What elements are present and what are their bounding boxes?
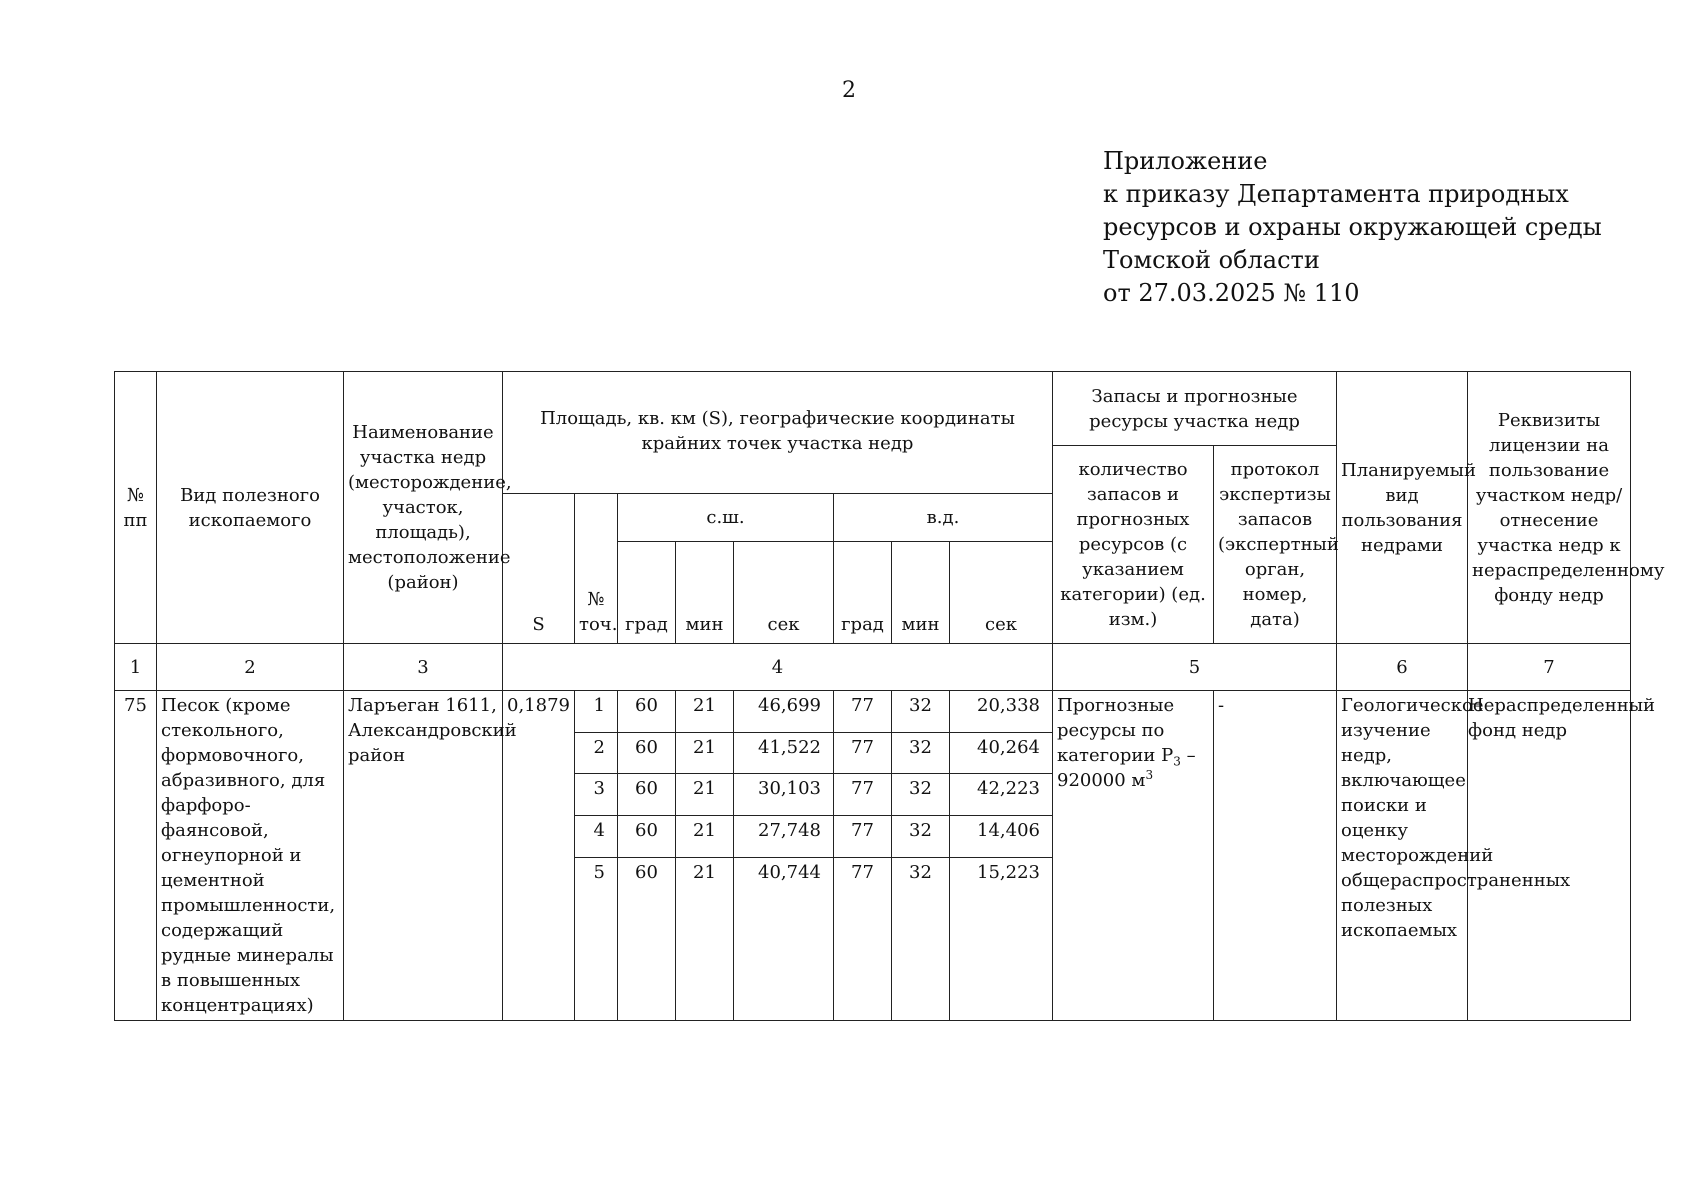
header-planned-use: Планируемый вид пользования недрами	[1337, 372, 1468, 644]
reserves-quantity	[1053, 691, 1214, 1021]
north-sec: 30,103	[734, 774, 834, 816]
east-deg: 77	[834, 774, 892, 816]
reserves-protocol: -	[1214, 691, 1337, 1021]
east-deg: 77	[834, 857, 892, 898]
east-sec: 40,264	[950, 732, 1053, 774]
north-deg: 60	[618, 691, 676, 733]
east-deg: 77	[834, 816, 892, 858]
point-number: 3	[575, 774, 618, 816]
table-row	[115, 691, 1631, 733]
header-n-min: мин	[676, 542, 734, 644]
east-min: 32	[892, 774, 950, 816]
license-status: Нераспределенный фонд недр	[1468, 691, 1631, 1021]
filler-cell	[892, 898, 950, 1020]
row-number: 75	[115, 691, 157, 1021]
point-number: 1	[575, 691, 618, 733]
header-reserves-protocol: протокол экспертизы запасов (экспертный орган, номер, дата)	[1214, 446, 1337, 644]
column-number: 1	[115, 644, 157, 691]
north-deg: 60	[618, 857, 676, 898]
header-num: № пп	[115, 372, 157, 644]
point-number: 5	[575, 857, 618, 898]
category-index: 3	[1173, 754, 1181, 769]
appendix-title: Приложение	[1103, 147, 1268, 175]
subsoil-registry-table	[114, 371, 1665, 1021]
column-number: 2	[157, 644, 344, 691]
east-sec: 20,338	[950, 691, 1053, 733]
appendix-header	[1103, 145, 1663, 310]
filler-cell	[734, 898, 834, 1020]
header-area-coords: Площадь, кв. км (S), географические координаты крайних точек участка недр	[503, 372, 1053, 494]
north-min: 21	[676, 857, 734, 898]
east-min: 32	[892, 857, 950, 898]
north-deg: 60	[618, 732, 676, 774]
north-sec: 27,748	[734, 816, 834, 858]
header-license: Реквизиты лицензии на пользование участком недр/ отнесение участка недр к нераспределенному фонду недр	[1468, 372, 1631, 644]
site-name: Ларъеган 1611, Александровский район	[344, 691, 503, 1021]
east-sec: 42,223	[950, 774, 1053, 816]
header-point-no: № точ.	[575, 494, 618, 644]
filler-cell	[575, 898, 618, 1020]
north-min: 21	[676, 774, 734, 816]
header-mineral: Вид полезного ископаемого	[157, 372, 344, 644]
planned-use: Геологическое изучение недр, включающее поиски и оценку месторождений общераспространенных полезных ископаемых	[1337, 691, 1468, 1021]
north-min: 21	[676, 691, 734, 733]
header-n-sec: сек	[734, 542, 834, 644]
north-min: 21	[676, 732, 734, 774]
header-reserves: Запасы и прогнозные ресурсы участка недр	[1053, 372, 1337, 446]
east-sec: 15,223	[950, 857, 1053, 898]
filler-cell	[950, 898, 1053, 1020]
appendix-line: к приказу Департамента природных	[1103, 180, 1569, 208]
point-number: 2	[575, 732, 618, 774]
header-n-deg: град	[618, 542, 676, 644]
filler-cell	[618, 898, 676, 1020]
header-e-sec: сек	[950, 542, 1053, 644]
appendix-line: Томской области	[1103, 246, 1320, 274]
north-sec: 46,699	[734, 691, 834, 733]
header-e-deg: град	[834, 542, 892, 644]
header-east-longitude: в.д.	[834, 494, 1053, 542]
header-north-latitude: с.ш.	[618, 494, 834, 542]
column-number: 7	[1468, 644, 1631, 691]
north-sec: 41,522	[734, 732, 834, 774]
mineral-type: Песок (кроме стекольного, формовочного, абразивного, для фарфоро-фаянсовой, огнеупорной и цементной промышленности, содержащий рудные минералы в повышенных концентрациях)	[157, 691, 344, 1021]
column-number: 6	[1337, 644, 1468, 691]
east-min: 32	[892, 691, 950, 733]
east-deg: 77	[834, 732, 892, 774]
reserves-text: Прогнозные ресурсы по категории Р	[1057, 695, 1175, 766]
north-min: 21	[676, 816, 734, 858]
east-min: 32	[892, 732, 950, 774]
filler-cell	[834, 898, 892, 1020]
appendix-line: ресурсов и охраны окружающей среды	[1103, 213, 1602, 241]
east-deg: 77	[834, 691, 892, 733]
north-deg: 60	[618, 816, 676, 858]
point-number: 4	[575, 816, 618, 858]
header-site-name: Наименование участка недр (месторождение, участок, площадь), местоположение (район)	[344, 372, 503, 644]
area-value: 0,1879	[503, 691, 575, 1021]
unit-power: 3	[1145, 768, 1154, 782]
header-e-min: мин	[892, 542, 950, 644]
east-min: 32	[892, 816, 950, 858]
reserves-value: – 920000 м	[1057, 745, 1196, 791]
page-number: 2	[842, 78, 856, 103]
north-sec: 40,744	[734, 857, 834, 898]
north-deg: 60	[618, 774, 676, 816]
appendix-date: от 27.03.2025 № 110	[1103, 279, 1360, 307]
column-number: 4	[503, 644, 1053, 691]
header-area-s: S	[503, 494, 575, 644]
filler-cell	[676, 898, 734, 1020]
column-number: 3	[344, 644, 503, 691]
header-reserves-qty: количество запасов и прогнозных ресурсов (с указанием категории) (ед. изм.)	[1053, 446, 1214, 644]
east-sec: 14,406	[950, 816, 1053, 858]
column-number: 5	[1053, 644, 1337, 691]
